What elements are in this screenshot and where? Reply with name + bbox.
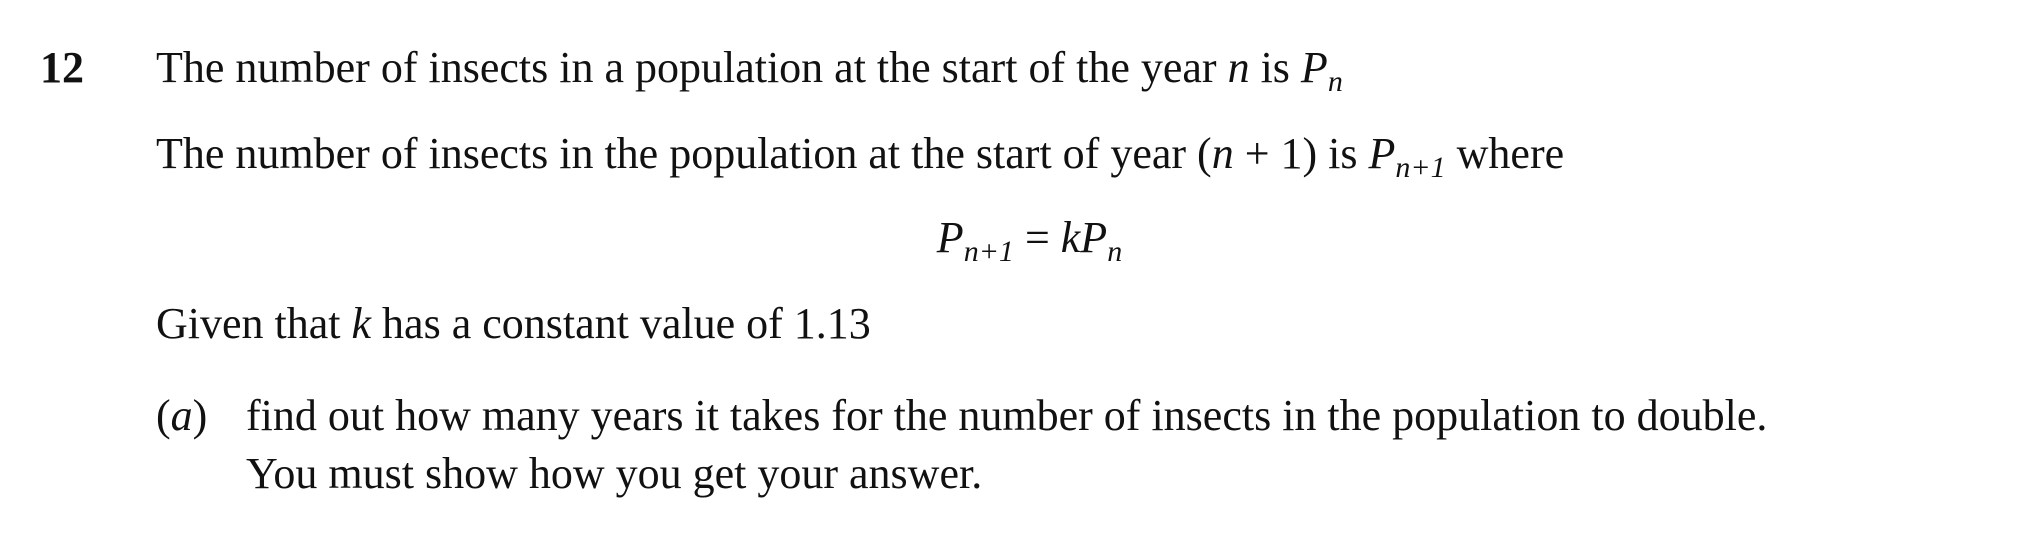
part-a-label-open: ( bbox=[156, 391, 171, 440]
subscript-n-plus-1: n+1 bbox=[1395, 151, 1446, 184]
subscript-n: n bbox=[1327, 65, 1343, 98]
part-a-line2: You must show how you get your answer. bbox=[246, 449, 983, 498]
formula-lhs-subscript: n+1 bbox=[963, 235, 1014, 268]
question-number: 12 bbox=[40, 43, 84, 92]
intro-text-b: is bbox=[1249, 43, 1301, 92]
part-a-label-letter: a bbox=[170, 391, 193, 440]
var-P: P bbox=[1300, 43, 1328, 92]
given-text-a: Given that bbox=[156, 299, 352, 348]
intro-text-a: The number of insects in a population at the start of the year bbox=[156, 43, 1228, 92]
part-a bbox=[156, 388, 1767, 444]
formula-rhs-subscript: n bbox=[1107, 235, 1123, 268]
formula-rhs-P: P bbox=[1080, 213, 1108, 262]
recurrence-text-a: The number of insects in the population at the start of year ( bbox=[156, 129, 1212, 178]
part-a-line1: find out how many years it takes for the number of insects in the population to double. bbox=[246, 391, 1768, 440]
recurrence-formula bbox=[0, 210, 2019, 266]
intro-sentence bbox=[156, 40, 1343, 96]
formula-k: k bbox=[1060, 213, 1081, 262]
var-n: n bbox=[1227, 43, 1250, 92]
part-a-label bbox=[156, 388, 246, 444]
recurrence-text-b: + 1) is bbox=[1233, 129, 1369, 178]
var-P: P bbox=[1368, 129, 1396, 178]
recurrence-text-c: where bbox=[1445, 129, 1565, 178]
recurrence-sentence bbox=[156, 126, 1564, 182]
given-sentence bbox=[156, 296, 871, 352]
part-a-label-close: ) bbox=[192, 391, 208, 440]
given-text-b: has a constant value of 1.13 bbox=[371, 299, 871, 348]
formula-equals: = bbox=[1013, 213, 1061, 262]
formula-lhs-P: P bbox=[936, 213, 964, 262]
var-n: n bbox=[1211, 129, 1234, 178]
var-k: k bbox=[351, 299, 372, 348]
